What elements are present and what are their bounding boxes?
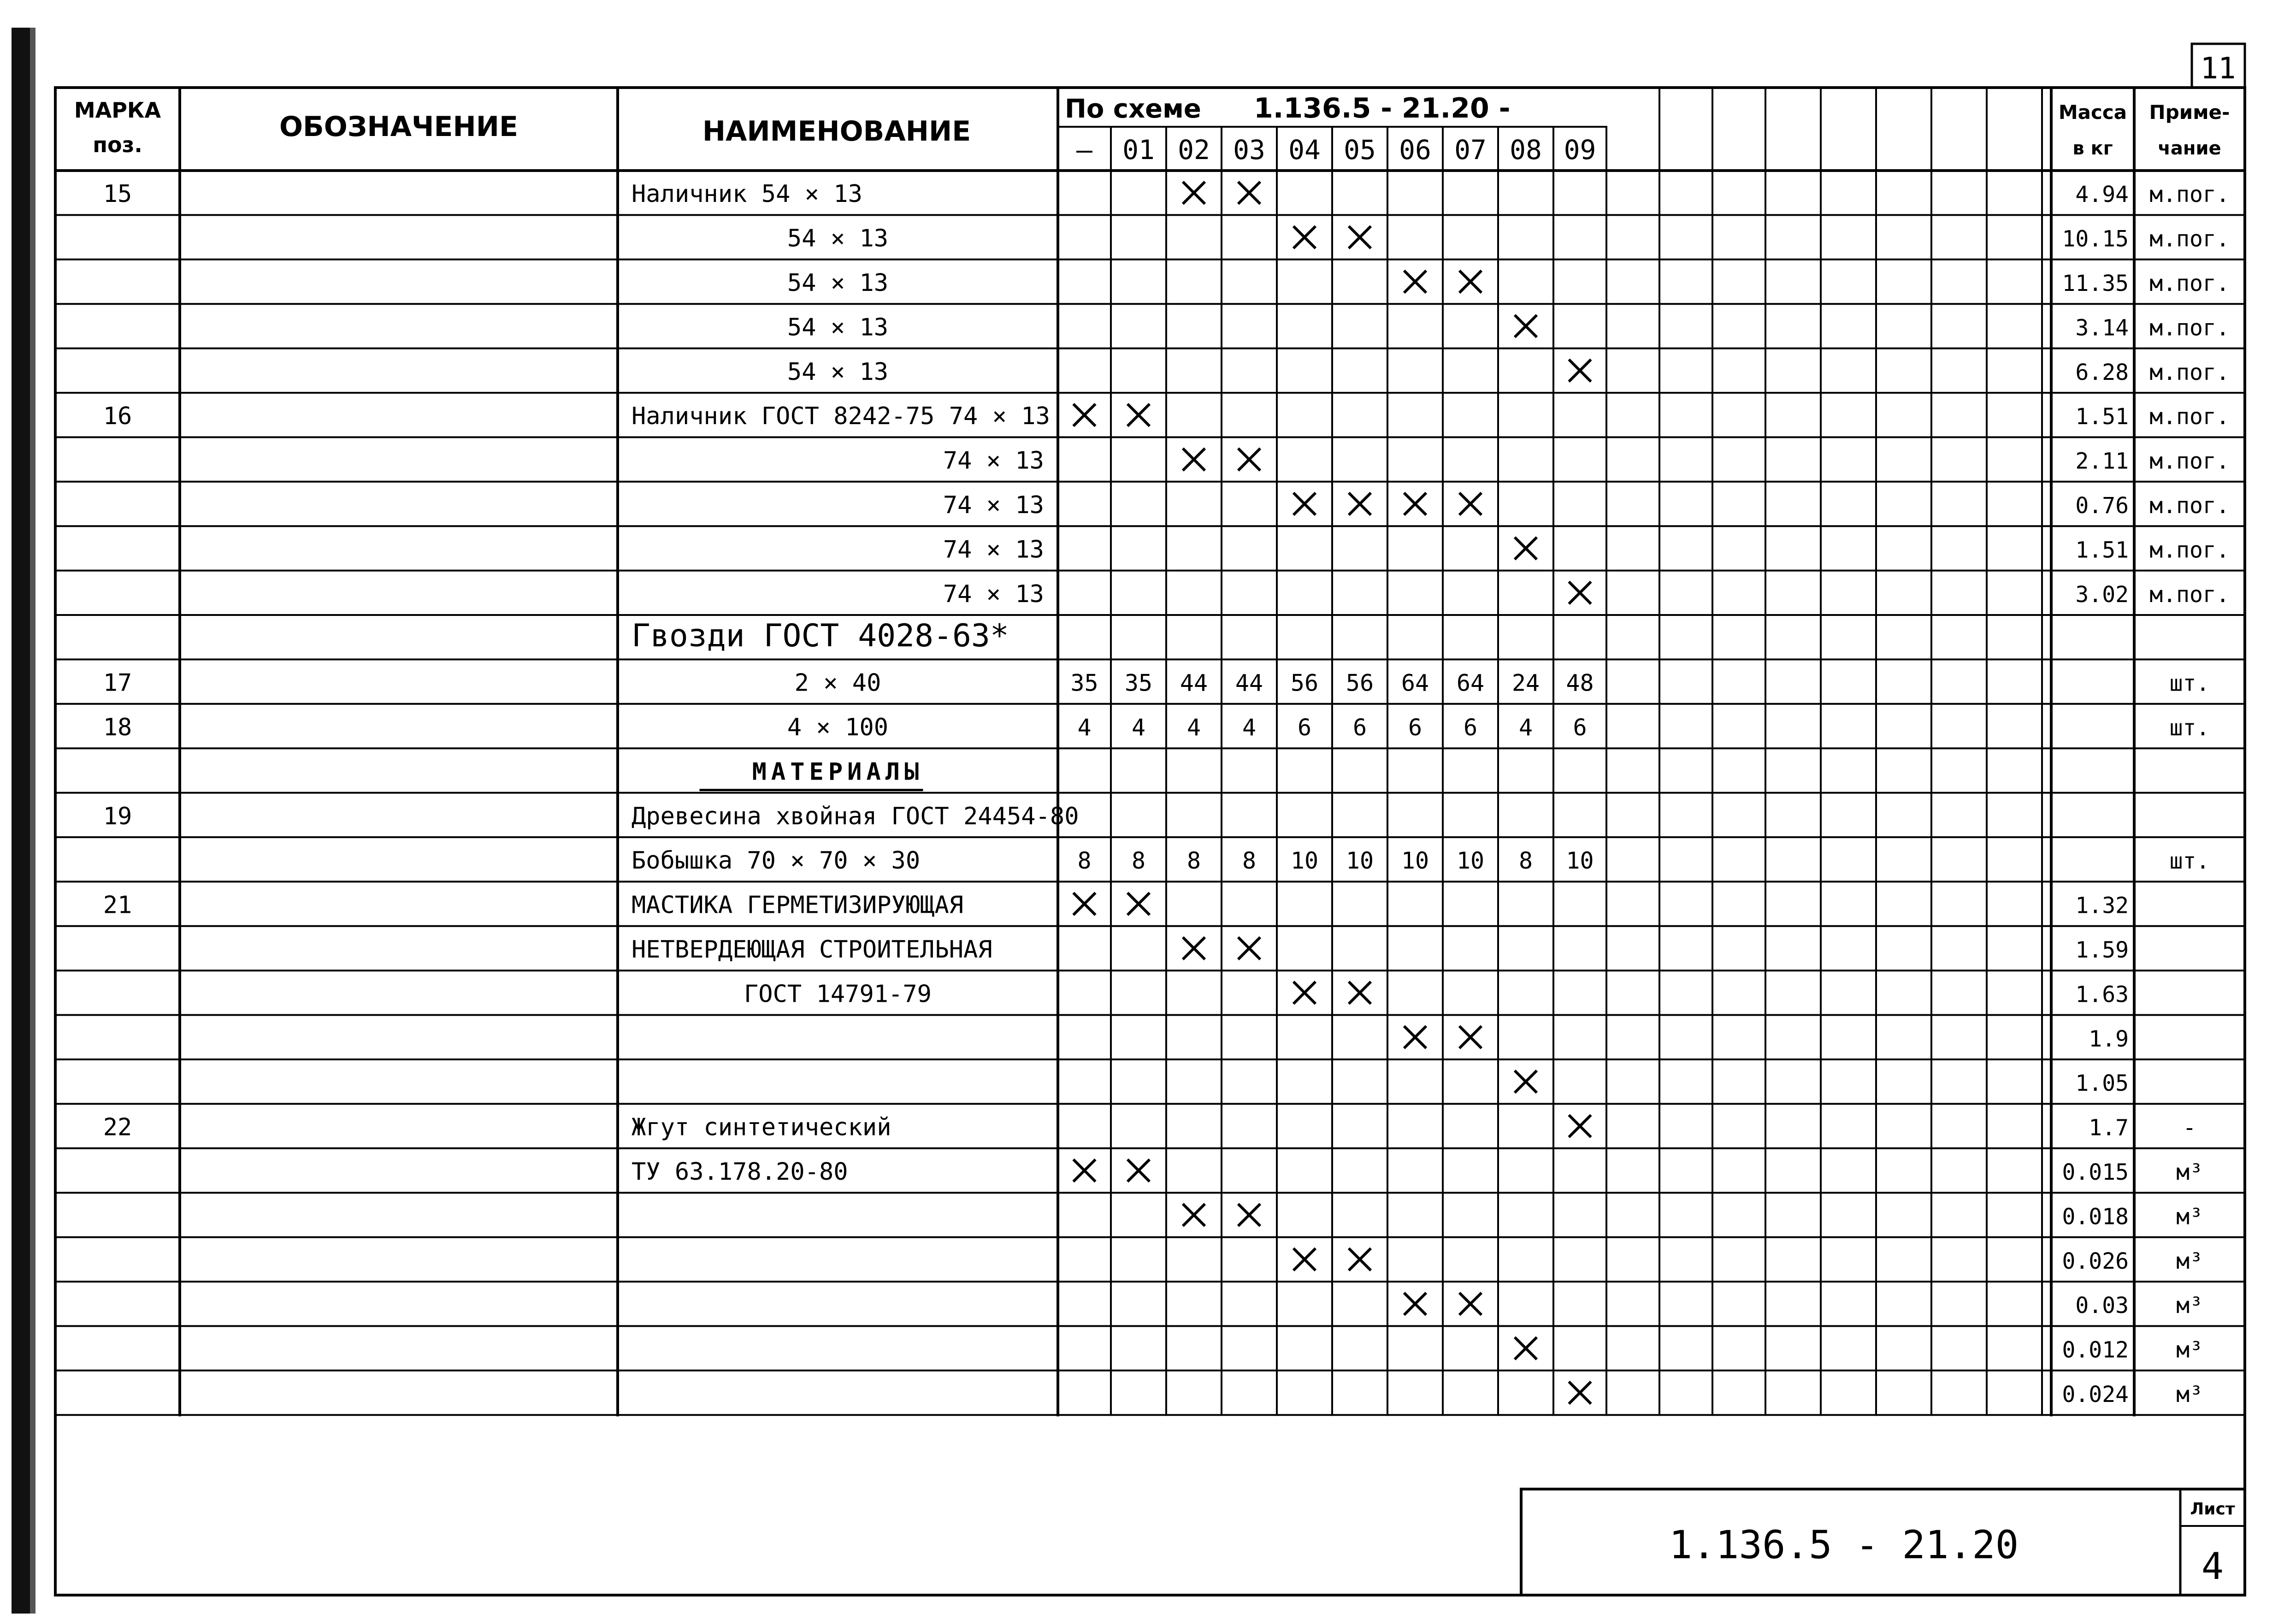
cross-mark (1515, 1070, 1537, 1093)
cross-mark (1569, 582, 1591, 604)
row-position: 15 (103, 180, 132, 208)
cross-mark (1515, 315, 1537, 337)
cross-mark (1293, 226, 1316, 248)
row-name: Жгут синтетический (632, 1113, 891, 1141)
row-name: 54 × 13 (787, 225, 889, 253)
header-mark: МАРКА (74, 98, 161, 123)
row-name: ГОСТ 14791-79 (744, 980, 932, 1008)
quantity-value: 44 (1180, 669, 1208, 697)
variant-header: 03 (1233, 134, 1265, 166)
variant-header: 08 (1510, 134, 1542, 166)
variant-header: 05 (1344, 134, 1376, 166)
row-mass: 1.59 (2075, 937, 2129, 963)
row-name: Гвозди ГОСТ 4028-63* (632, 618, 1009, 655)
quantity-value: 44 (1235, 669, 1263, 697)
header-pos: поз. (93, 132, 142, 157)
row-note: м³ (2176, 1337, 2203, 1363)
row-name: НЕТВЕРДЕЮЩАЯ СТРОИТЕЛЬНАЯ (632, 936, 992, 964)
row-name: Наличник 54 × 13 (632, 180, 862, 208)
cross-mark (1238, 1204, 1260, 1226)
cross-mark (1569, 360, 1591, 382)
row-position: 16 (103, 402, 132, 431)
cross-mark (1404, 493, 1426, 515)
cross-mark (1404, 271, 1426, 293)
row-note: м³ (2176, 1382, 2203, 1407)
row-mass: 1.7 (2089, 1115, 2129, 1141)
row-mass: 3.14 (2075, 315, 2129, 341)
quantity-value: 10 (1401, 847, 1429, 875)
header-scheme-prefix: По схеме (1065, 94, 1201, 124)
quantity-value: 48 (1566, 669, 1594, 697)
cross-mark (1293, 1248, 1316, 1271)
quantity-value: 4 (1077, 714, 1092, 741)
row-note: шт. (2169, 715, 2210, 741)
quantity-value: 56 (1346, 669, 1374, 697)
cross-mark (1515, 537, 1537, 559)
cross-mark (1459, 1293, 1481, 1315)
variant-header: 04 (1288, 134, 1321, 166)
header-name: НАИМЕНОВАНИЕ (702, 115, 971, 148)
row-position: 17 (103, 669, 132, 697)
quantity-value: 6 (1408, 714, 1422, 741)
row-mass: 10.15 (2062, 226, 2129, 252)
row-note: м³ (2176, 1159, 2203, 1185)
row-note: м.пог. (2149, 581, 2230, 608)
row-mass: 0.76 (2075, 493, 2129, 519)
cross-mark (1127, 893, 1150, 915)
quantity-value: 35 (1124, 669, 1153, 697)
quantity-value: 8 (1077, 847, 1092, 875)
row-note: м.пог. (2149, 315, 2230, 341)
cross-mark (1569, 1115, 1591, 1137)
cross-mark (1459, 271, 1481, 293)
quantity-value: 10 (1566, 847, 1594, 875)
header-note: Приме- (2149, 101, 2230, 124)
cross-mark (1127, 404, 1150, 426)
quantity-value: 4 (1131, 714, 1146, 741)
row-name: 54 × 13 (787, 358, 889, 386)
row-mass: 1.32 (2075, 893, 2129, 919)
quantity-value: 4 (1242, 714, 1257, 741)
cross-mark (1074, 1159, 1096, 1182)
cross-mark (1459, 1026, 1481, 1048)
variant-header: 02 (1178, 134, 1210, 166)
binding-strip (12, 28, 30, 1614)
quantity-value: 6 (1297, 714, 1312, 741)
cross-mark (1183, 937, 1205, 959)
cross-mark (1238, 449, 1260, 471)
row-note: м.пог. (2149, 359, 2230, 385)
variant-header: 09 (1564, 134, 1596, 166)
row-mass: 1.05 (2075, 1070, 2129, 1097)
row-note: шт. (2169, 848, 2210, 875)
quantity-value: 10 (1456, 847, 1485, 875)
outer-frame (55, 88, 2245, 1595)
cross-mark (1459, 493, 1481, 515)
variant-header: 06 (1399, 134, 1431, 166)
sheet-number: 4 (2201, 1545, 2224, 1588)
cross-mark (1349, 226, 1371, 248)
row-name: 74 × 13 (943, 447, 1044, 475)
cross-mark (1569, 1382, 1591, 1404)
quantity-value: 4 (1518, 714, 1533, 741)
row-note: м³ (2176, 1204, 2203, 1230)
row-note: м.пог. (2149, 404, 2230, 430)
row-note: м³ (2176, 1248, 2203, 1274)
quantity-value: 64 (1456, 669, 1485, 697)
row-mass: 0.012 (2062, 1337, 2129, 1363)
row-note: м.пог. (2149, 271, 2230, 296)
row-mass: 1.63 (2075, 981, 2129, 1008)
row-mass: 0.024 (2062, 1382, 2129, 1407)
row-mass: 1.51 (2075, 537, 2129, 563)
quantity-value: 8 (1518, 847, 1533, 875)
sheet-label: Лист (2190, 1500, 2235, 1519)
row-mass: 6.28 (2075, 359, 2129, 385)
row-position: 22 (103, 1113, 132, 1141)
quantity-value: 35 (1070, 669, 1098, 697)
quantity-value: 6 (1463, 714, 1478, 741)
cross-mark (1238, 937, 1260, 959)
row-name: МАТЕРИАЛЫ (752, 758, 924, 786)
row-name: 54 × 13 (787, 313, 889, 342)
header-mass: Масса (2058, 101, 2127, 124)
quantity-value: 8 (1242, 847, 1257, 875)
cross-mark (1404, 1026, 1426, 1048)
cross-mark (1183, 1204, 1205, 1226)
quantity-value: 4 (1186, 714, 1201, 741)
row-mass: 0.018 (2062, 1204, 2129, 1230)
cross-mark (1127, 1159, 1150, 1182)
quantity-value: 8 (1131, 847, 1146, 875)
cross-mark (1183, 449, 1205, 471)
cross-mark (1074, 404, 1096, 426)
row-mass: 2.11 (2075, 448, 2129, 474)
row-name: 74 × 13 (943, 491, 1044, 519)
row-note: м³ (2176, 1293, 2203, 1319)
cross-mark (1183, 182, 1205, 204)
row-mass: 4.94 (2075, 182, 2129, 208)
quantity-value: 24 (1511, 669, 1540, 697)
cross-mark (1293, 493, 1316, 515)
row-mass: 11.35 (2062, 271, 2129, 296)
row-name: 2 × 40 (794, 669, 881, 697)
cross-mark (1349, 493, 1371, 515)
row-note: м.пог. (2149, 493, 2230, 519)
quantity-value: 8 (1186, 847, 1201, 875)
row-mass: 1.51 (2075, 404, 2129, 430)
quantity-value: 6 (1352, 714, 1367, 741)
cross-mark (1349, 981, 1371, 1004)
quantity-value: 10 (1290, 847, 1319, 875)
row-name: 74 × 13 (943, 580, 1044, 608)
row-note: шт. (2169, 670, 2210, 697)
quantity-value: 56 (1290, 669, 1319, 697)
row-note: м.пог. (2149, 226, 2230, 252)
row-name: Древесина хвойная ГОСТ 24454-80 (632, 802, 1079, 830)
row-name: Бобышка 70 × 70 × 30 (632, 847, 921, 875)
row-mass: 0.026 (2062, 1248, 2129, 1274)
row-name: 54 × 13 (787, 269, 889, 297)
row-position: 19 (103, 802, 132, 830)
row-name: 74 × 13 (943, 536, 1044, 564)
quantity-value: 6 (1573, 714, 1587, 741)
row-note: м.пог. (2149, 537, 2230, 563)
variant-header: 01 (1122, 134, 1155, 166)
cross-mark (1074, 893, 1096, 915)
header-mass-unit: в кг (2072, 138, 2113, 159)
quantity-value: 64 (1401, 669, 1429, 697)
cross-mark (1293, 981, 1316, 1004)
cross-mark (1349, 1248, 1371, 1271)
row-mass: 1.9 (2089, 1026, 2129, 1052)
header-designation: ОБОЗНАЧЕНИЕ (279, 111, 518, 143)
row-mass: 0.015 (2062, 1159, 2129, 1185)
binding-shadow (30, 28, 35, 1614)
row-note: - (2183, 1115, 2196, 1141)
page-number: 11 (2200, 52, 2236, 86)
quantity-value: 10 (1346, 847, 1374, 875)
row-note: м.пог. (2149, 182, 2230, 208)
cross-mark (1238, 182, 1260, 204)
drawing-code: 1.136.5 - 21.20 (1669, 1522, 2019, 1567)
row-note: м.пог. (2149, 448, 2230, 474)
row-name: МАСТИКА ГЕРМЕТИЗИРУЮЩАЯ (632, 891, 964, 919)
row-name: Наличник ГОСТ 8242-75 74 × 13 (632, 402, 1050, 431)
cross-mark (1404, 1293, 1426, 1315)
row-mass: 3.02 (2075, 581, 2129, 608)
row-name: ТУ 63.178.20-80 (632, 1158, 848, 1186)
row-position: 18 (103, 714, 132, 741)
variant-header: 07 (1454, 134, 1487, 166)
cross-mark (1515, 1337, 1537, 1360)
header-scheme: 1.136.5 - 21.20 - (1254, 92, 1511, 124)
row-position: 21 (103, 891, 132, 919)
variant-header: — (1076, 134, 1092, 166)
header-note-2: чание (2158, 138, 2221, 159)
row-mass: 0.03 (2075, 1293, 2129, 1319)
row-name: 4 × 100 (787, 714, 889, 741)
